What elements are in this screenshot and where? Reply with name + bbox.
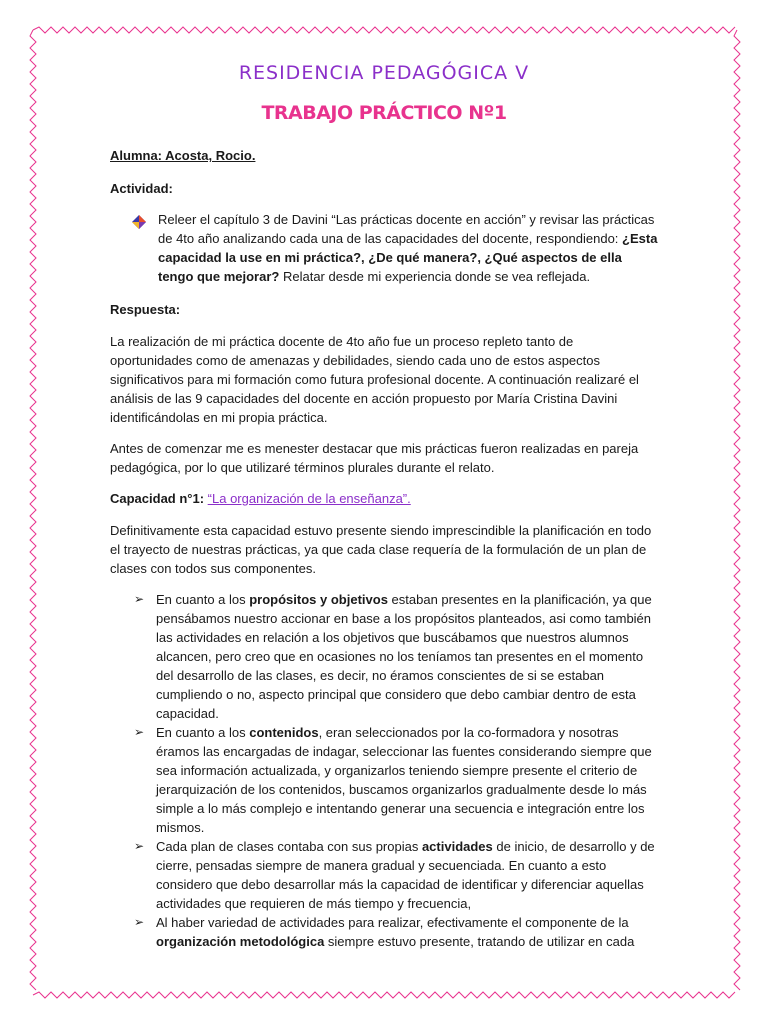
list-item-bold: propósitos y objetivos (249, 592, 388, 607)
capacity-item-list (110, 590, 658, 951)
list-item (110, 913, 658, 951)
student-name: Alumna: Acosta, Rocio. (110, 148, 256, 163)
capacity-name-link[interactable]: “La organización de la enseñanza”. (207, 491, 411, 506)
response-label: Respuesta: (110, 302, 181, 317)
arrow-bullet-icon: ➢ (134, 592, 145, 606)
activity-item (110, 210, 658, 286)
response-paragraph-2: Antes de comenzar me es menester destacar que mis prácticas fueron realizadas en pareja pedagógica, por lo que utilizaré términos plurales durante el relato. (110, 441, 639, 475)
list-item-text: Al haber variedad de actividades para realizar, efectivamente el componente de la (156, 915, 629, 930)
activity-text-1: Releer el capítulo 3 de Davini “Las prácticas docente en acción” y revisar las prácticas de 4to año analizando cada una de las capacidades del docente, respondiendo: (158, 212, 655, 246)
list-item-bold: organización metodológica (156, 934, 325, 949)
list-item (110, 723, 658, 837)
document-subtitle: TRABAJO PRÁCTICO Nº1 (261, 102, 507, 124)
list-item-text: estaban presentes en la planificación, ya que pensábamos nuestro accionar en base a los propósitos planteados, asi como también las actividades en relación a los objetivos que buscábamos que nuestros alumnos alcancen, pero creo que en ocasiones no los teníamos tan presentes en el momento del desarrollo de las clases, es decir, no éramos conscientes de si se estaban cumpliendo o no, aspecto principal que considero que debo cambiar dentro de esta capacidad. (156, 592, 652, 721)
list-item-text: , eran seleccionados por la co-formadora y nosotras éramos las encargadas de indagar, seleccionar las fuentes considerando siempre que sea información actualizada, y organizarlos teniendo siempre presente el criterio de jerarquización de los contenidos, buscamos organizarlos gradualmente desde lo más simple a lo más complejo e intentando generar una secuencia e integración entre los mismos. (156, 725, 652, 835)
list-item (110, 590, 658, 723)
list-item-text: de inicio, de desarrollo y de cierre, pensadas siempre de manera gradual y secuenciada. En cuanto a esto considero que debo desarrollar más la capacidad de identificar y diferenciar aquellas actividades que requieren de más tiempo y frecuencia, (156, 839, 655, 911)
capacity-label: Capacidad n°1: (110, 491, 208, 506)
list-item-bold: actividades (421, 839, 493, 854)
list-item-text: siempre estuvo presente, tratando de utilizar en cada (324, 934, 635, 949)
activity-label: Actividad: (110, 181, 173, 196)
activity-text-2: Relatar desde mi experiencia donde se vea reflejada. (279, 269, 591, 284)
list-item-text: En cuanto a los (156, 725, 250, 740)
arrow-bullet-icon: ➢ (134, 839, 145, 853)
list-item (110, 837, 658, 913)
arrow-bullet-icon: ➢ (134, 915, 145, 929)
diamond-bullet-icon (132, 215, 146, 229)
activity-questions: ¿Esta capacidad la use en mi práctica?, ¿De qué manera?, ¿Qué aspectos de ella tengo que mejorar? (158, 231, 658, 284)
list-item-bold: contenidos (249, 725, 319, 740)
arrow-bullet-icon: ➢ (134, 725, 145, 739)
response-paragraph-1: La realización de mi práctica docente de 4to año fue un proceso repleto tanto de oportunidades como de amenazas y debilidades, siendo cada uno de estos aspectos significativos para mi formación como futura profesional docente. A continuación realizaré el análisis de las 9 capacidades del docente en acción propuesto por María Cristina Davini identificándolas en mi propia práctica. (110, 334, 639, 425)
list-item-text: En cuanto a los (156, 592, 250, 607)
list-item-text: Cada plan de clases contaba con sus propias (156, 839, 422, 854)
document-title: RESIDENCIA PEDAGÓGICA V (238, 62, 530, 84)
capacity-heading (110, 489, 658, 508)
document-page (110, 58, 658, 951)
capacity-intro: Definitivamente esta capacidad estuvo presente siendo imprescindible la planificación en todo el trayecto de nuestras prácticas, ya que cada clase requería de la formulación de un plan de clases con todos sus componentes. (110, 523, 652, 576)
